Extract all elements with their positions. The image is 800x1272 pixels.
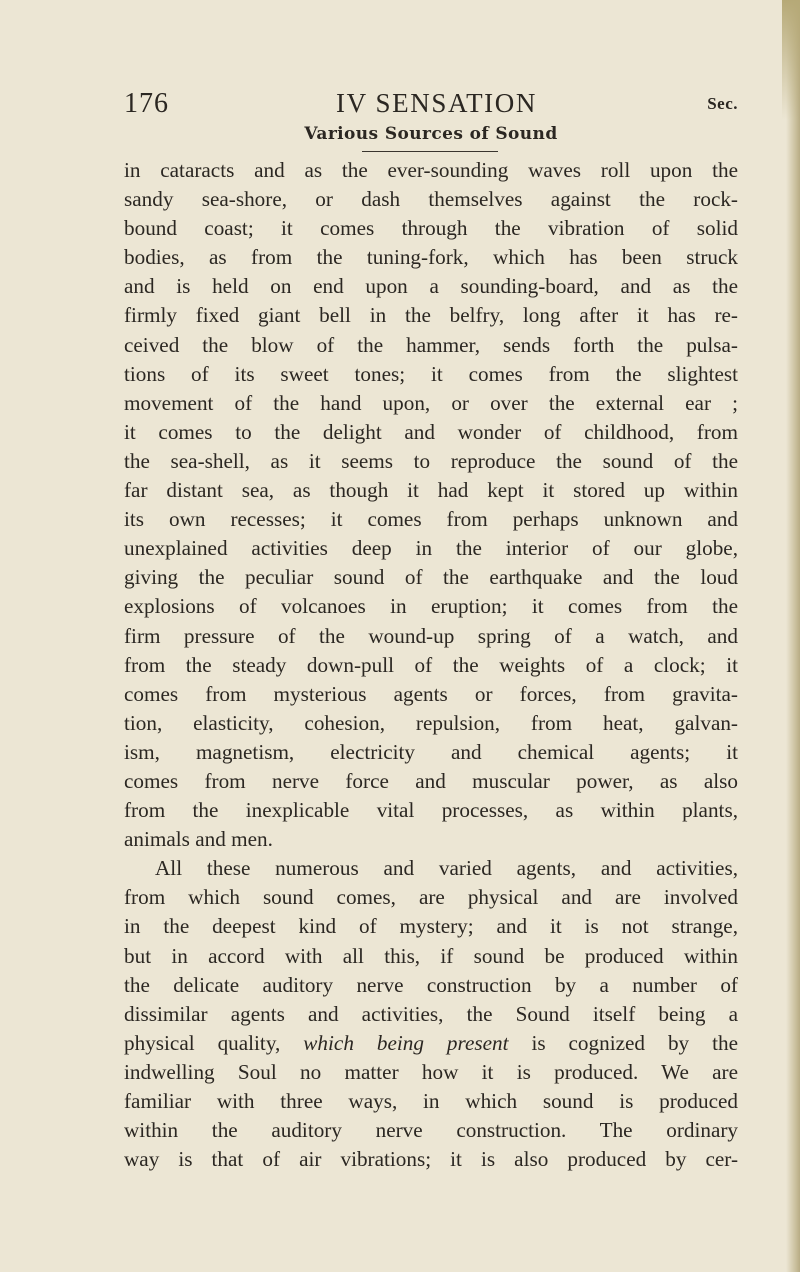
text-line: unexplained activities deep in the interior of our globe, [124,536,738,561]
text-line-with-italic [124,1029,738,1058]
subheading-rule [362,151,498,152]
text-line: tions of its sweet tones; it comes from the slightest [124,361,738,386]
text-line: from which sound comes, are physical and are involved [124,885,738,910]
text-line: its own recesses; it comes from perhaps unknown and [124,507,738,532]
text-line: in the deepest kind of mystery; and it is not strange, [124,914,738,939]
section-subheading: Various Sources of Sound [304,124,558,144]
text-line: sandy sea-shore, or dash themselves against the rock- [124,187,738,212]
text-line: from the inexplicable vital processes, as within plants, [124,798,738,823]
text-line: far distant sea, as though it had kept it stored up within [124,478,738,503]
text-line: movement of the hand upon, or over the external ear ; [124,390,738,415]
page-edge-stain [782,0,800,120]
text-line: giving the peculiar sound of the earthquake and the loud [124,565,738,590]
text-line: bound coast; it comes through the vibration of solid [124,216,738,241]
page-number: 176 [124,88,169,119]
page-edge-shadow [786,0,800,1272]
text-line: explosions of volcanoes in eruption; it comes from the [124,594,738,619]
text-line: ceived the blow of the hammer, sends forth the pulsa- [124,332,738,357]
text-line: tion, elasticity, cohesion, repulsion, from heat, galvan- [124,710,738,735]
section-mark: Sec. [707,94,738,113]
text-line: familiar with three ways, in which sound is produced [124,1089,738,1113]
running-head: IV SENSATION [336,88,537,118]
italic-phrase: which being present [303,1030,509,1055]
text-line: way is that of air vibrations; it is also produced by cer- [124,1147,738,1172]
text-line: bodies, as from the tuning-fork, which has been struck [124,245,738,270]
text-line: ism, magnetism, electricity and chemical agents; it [124,739,738,764]
text-line: comes from nerve force and muscular power, as also [124,768,738,793]
text-line: firmly fixed giant bell in the belfry, long after it has re- [124,303,738,328]
text-line: dissimilar agents and activities, the Sound itself being a [124,1001,738,1026]
text-line: firm pressure of the wound-up spring of a watch, and [124,623,738,648]
text-line: but in accord with all this, if sound be produced within [124,943,738,968]
text-line: animals and men. [124,827,273,852]
text-line: All these numerous and varied agents, and activities, [155,856,738,881]
body-text [124,156,738,1174]
text-line: in cataracts and as the ever-sounding waves roll upon the [124,158,738,182]
text-line: from the steady down-pull of the weights of a clock; it [124,652,738,677]
text-line: the sea-shell, as it seems to reproduce the sound of the [124,448,738,473]
text-line: and is held on end upon a sounding-board, and as the [124,274,738,299]
text-line: indwelling Soul no matter how it is produced. We are [124,1059,738,1084]
page-header [124,88,738,128]
text-run: physical quality, [124,1030,304,1055]
text-line: comes from mysterious agents or forces, from gravita- [124,681,738,706]
text-line: the delicate auditory nerve construction by a number of [124,972,738,997]
paragraph-1 [124,156,738,854]
text-line: it comes to the delight and wonder of childhood, from [124,419,738,444]
text-run: is cognized by the [508,1030,738,1055]
paragraph-2 [124,854,738,1174]
text-line: within the auditory nerve construction. The ordinary [124,1118,738,1143]
